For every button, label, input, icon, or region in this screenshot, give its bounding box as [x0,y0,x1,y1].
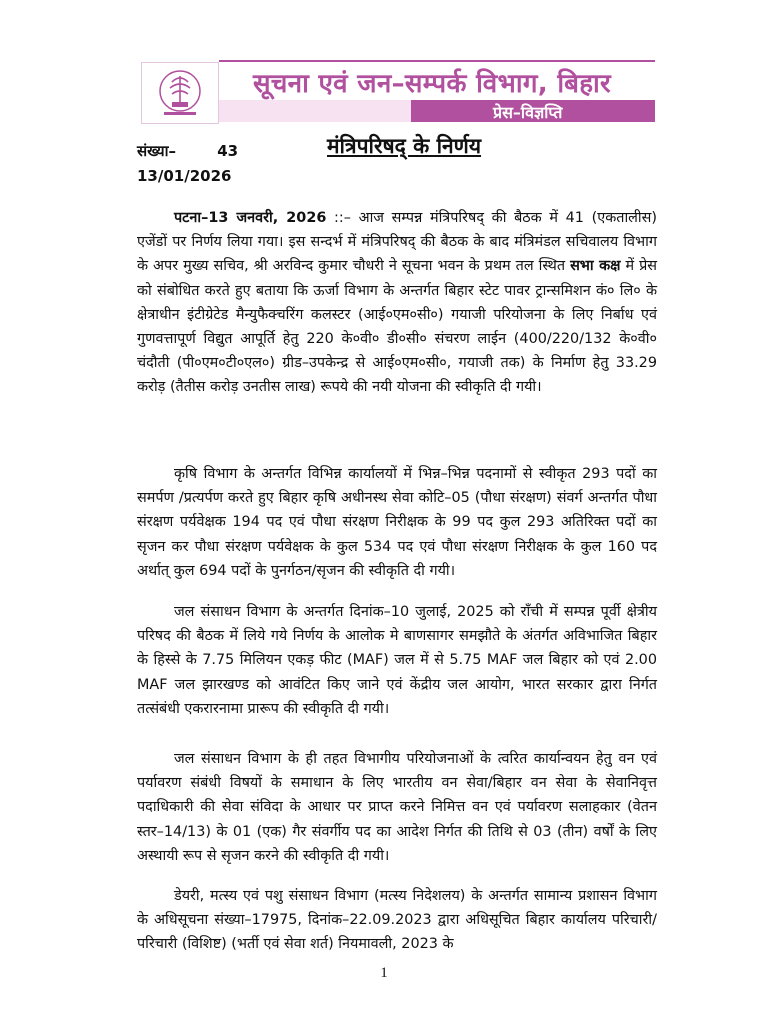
press-release-strip [219,100,655,122]
paragraph-3: जल संसाधन विभाग के अन्तर्गत दिनांक–10 जुलाई, 2025 को राँची में सम्पन्न पूर्वी क्षेत्रीय परिषद की बैठक में लिये गये निर्णय के आलोक मे बाणसागर समझौते के अंतर्गत अविभाजित बिहार के हिस्से के 7.75 मिलियन एकड़ फीट (MAF) जल में से 5.75 MAF जल बिहार को एवं 2.00 MAF जल झारखण्ड को आवंटित किए जाने एवं केंद्रीय जल आयोग, भारत सरकार द्वारा निर्गत तत्संबंधी एकरारनामा प्रारूप की स्वीकृति दी गयी। [137,604,657,717]
paragraph-1-bold: सभा कक्ष [570,258,621,275]
release-meta [137,141,238,193]
release-number-row [137,141,238,167]
paragraph-5: डेयरी, मत्स्य एवं पशु संसाधन विभाग (मत्स्य निदेशलय) के अन्तर्गत सामान्य प्रशासन विभाग के अधिसूचना संख्या–17975, दिनांक–22.09.2023 द्वारा अधिसूचित बिहार कार्यालय परिचारी/परिचारी (विशिष्ट) (भर्ती एवं सेवा शर्त) नियमावली, 2023 के [137,888,657,953]
header-top-rule [219,60,655,62]
strip-light-section [219,100,411,122]
letterhead [137,60,655,124]
press-release-label: प्रेस–विज्ञप्ति [493,103,563,122]
page-number: 1 [380,965,388,981]
paragraph-1-lead: पटना–13 जनवरी, 2026 [174,210,327,226]
department-title: सूचना एवं जन–सम्पर्क विभाग, बिहार [253,69,611,99]
release-date: 13/01/2026 [137,167,232,185]
paragraph-1-text-2: में प्रेस को संबोधित करते हुए बताया कि ऊर्जा विभाग के अन्तर्गत बिहार स्टेट पावर ट्रान्समिशन कं० लि० के क्षेत्राधीन इंटीग्रेटेड मैन्युफैक्चरिंग कलस्टर (आई०एम०सी०) गयाजी परियोजना के लिए निर्बाध एवं गुणवत्तापूर्ण विद्युत आपूर्ति हेतु 220 के०वी० डी०सी० संचरण लाईन (400/220/132 के०वी० चंदौती (पी०एम०टी०एल०) ग्रीड–उपकेन्द्र से आई०एम०सी०, गयाजी तक) के निर्माण हेतु 33.29 करोड़ (तैतीस करोड़ उनतीस लाख) रूपये की नयी योजना की स्वीकृति दी गयी। [137,258,658,396]
release-number-label: संख्या– [137,142,177,160]
paragraph-1-text: ::– आज सम्पन्न मंत्रिपरिषद् की बैठक में 41 (एकतालीस) एजेंडों पर निर्णय लिया गया। इस सन्दर्भ में मंत्रिपरिषद् की बैठक के बाद मंत्रिमंडल सचिवालय विभाग के अपर मुख्य सचिव, श्री अरविन्द कुमार चौधरी ने सूचना भवन के प्रथम तल स्थित [137,210,657,275]
paragraph-1 [137,206,657,400]
bihar-emblem-icon [141,62,219,124]
page-title: मंत्रिपरिषद् के निर्णय [327,134,482,158]
paragraph-2: कृषि विभाग के अन्तर्गत विभिन्न कार्यालयों में भिन्न–भिन्न पदनामों से स्वीकृत 293 पदों का समर्पण /प्रत्यर्पण करते हुए बिहार कृषि अधीनस्थ सेवा कोटि–05 (पौधा संरक्षण) संवर्ग अन्तर्गत पौधा संरक्षण पर्यवेक्षक 194 पद एवं पौधा संरक्षण निरीक्षक के 99 पद कुल 293 अतिरिक्त पदों का सृजन कर पौधा संरक्षण पर्यवेक्षक के कुल 534 पद एवं पौधा संरक्षण निरीक्षक के कुल 160 पद अर्थात् कुल 694 पदों के पुनर्गठन/सृजन की स्वीकृति दी गयी। [137,466,657,579]
release-number-value: 43 [217,142,239,160]
paragraph-4: जल संसाधन विभाग के ही तहत विभागीय परियोजनाओं के त्वरित कार्यान्वयन हेतु वन एवं पर्यावरण संबंधी विषयों के समाधान के लिए भारतीय वन सेवा/बिहार वन सेवा के सेवानिवृत्त पदाधिकारी की सेवा संविदा के आधार पर प्राप्त करने निमित्त वन एवं पर्यावरण सलाहकार (वेतन स्तर–14/13) के 01 (एक) गैर संवर्गीय पद का आदेश निर्गत की तिथि से 03 (तीन) वर्षों के लिए अस्थायी रूप से सृजन करने की स्वीकृति दी गयी। [137,751,657,864]
